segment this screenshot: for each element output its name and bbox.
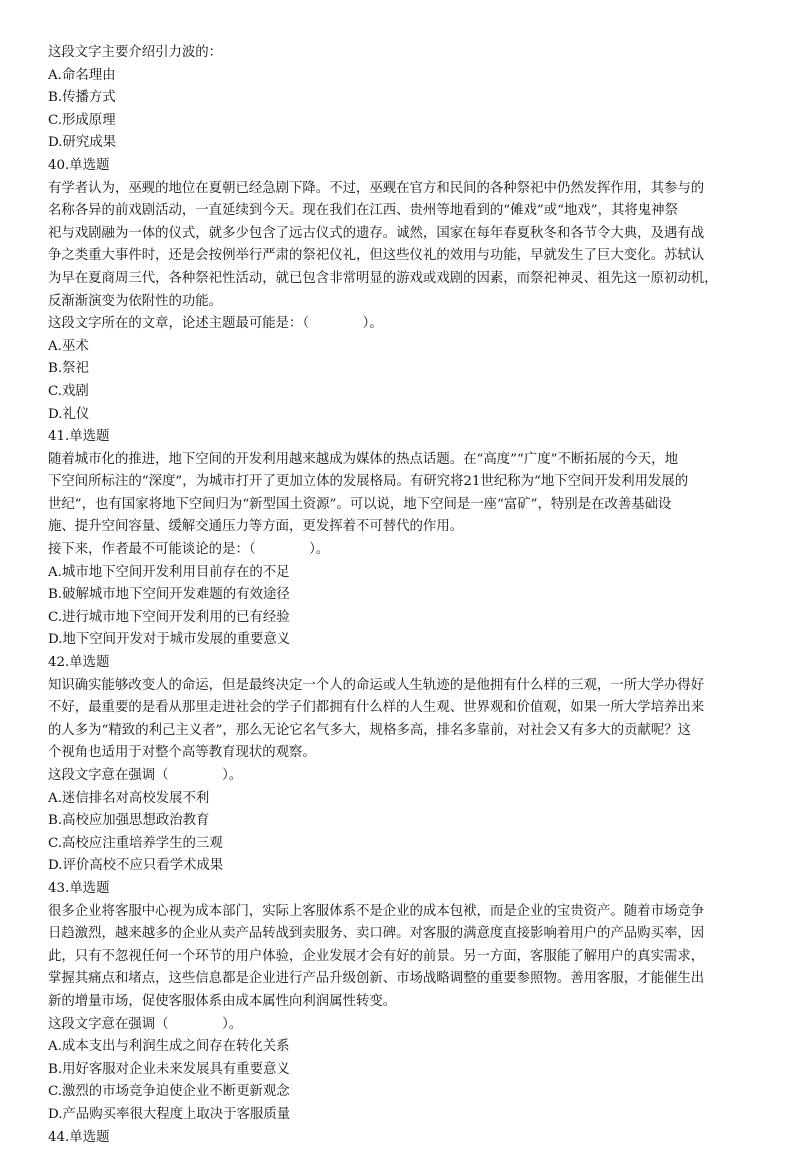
question-prompt: 这段文字意在强调（ ）。	[48, 765, 752, 788]
option-d: D.研究成果	[48, 132, 752, 155]
passage-line: 施、提升空间容量、缓解交通压力等方面，更发挥着不可替代的作用。	[48, 516, 752, 539]
question-44	[48, 1127, 752, 1149]
passage-line: 知识确实能够改变人的命运，但是最终决定一个人的命运或人生轨迹的是他拥有什么样的三观，一所大学办得好	[48, 675, 752, 698]
question-header: 40.单选题	[48, 155, 752, 178]
option-a: A.巫术	[48, 336, 752, 359]
option-b: B.高校应加强思想政治教育	[48, 810, 752, 833]
passage-line: 掌握其痛点和堵点，这些信息都是企业进行产品升级创新、市场战略调整的重要参照物。善用客服，才能催生出	[48, 968, 752, 991]
option-c: C.高校应注重培养学生的三观	[48, 833, 752, 856]
option-a: A.成本支出与利润生成之间存在转化关系	[48, 1036, 752, 1059]
passage-line: 很多企业将客服中心视为成本部门，实际上客服体系不是企业的成本包袱，而是企业的宝贵资产。随着市场竞争	[48, 901, 752, 924]
passage-line: 的人多为“精致的利己主义者”，那么无论它名气多大，规格多高，排名多靠前，对社会又有多大的贡献呢？这	[48, 720, 752, 743]
question-prompt: 接下来，作者最不可能谈论的是：（ ）。	[48, 539, 752, 562]
option-d: D.产品购买率很大程度上取决于客服质量	[48, 1104, 752, 1127]
option-b: B.祭祀	[48, 358, 752, 381]
option-c: C.形成原理	[48, 110, 752, 133]
passage-line: 不好，最重要的是看从那里走进社会的学子们都拥有什么样的人生观、世界观和价值观，如果一所大学培养出来	[48, 697, 752, 720]
passage-line: 随着城市化的推进，地下空间的开发利用越来越成为媒体的热点话题。在“高度”“广度”不断拓展的今天，地	[48, 449, 752, 472]
question-header: 41.单选题	[48, 426, 752, 449]
question-41	[48, 426, 752, 652]
question-header: 42.单选题	[48, 652, 752, 675]
option-c: C.进行城市地下空间开发利用的已有经验	[48, 607, 752, 630]
option-b: B.传播方式	[48, 87, 752, 110]
passage-line: 日趋激烈，越来越多的企业从卖产品转战到卖服务、卖口碑。对客服的满意度直接影响着用户的产品购买率，因	[48, 923, 752, 946]
passage-line: 个视角也适用于对整个高等教育现状的观察。	[48, 742, 752, 765]
passage-line: 新的增量市场，促使客服体系由成本属性向利润属性转变。	[48, 991, 752, 1014]
question-prompt: 这段文字意在强调（ ）。	[48, 1014, 752, 1037]
passage-line: 世纪”，也有国家将地下空间归为“新型国土资源”。可以说，地下空间是一座“富矿”，特别是在改善基础设	[48, 494, 752, 517]
question-header: 44.单选题	[48, 1127, 752, 1149]
intro-block	[48, 42, 752, 155]
option-a: A.迷信排名对高校发展不利	[48, 788, 752, 811]
passage-line: 祀与戏剧融为一体的仪式，就多少包含了远古仪式的遗存。诚然，国家在每年春夏秋冬和各节令大典，及遇有战	[48, 223, 752, 246]
passage-line: 争之类重大事件时，还是会按例举行严肃的祭祀仪礼，但这些仪礼的效用与功能，早就发生了巨大变化。苏轼认	[48, 245, 752, 268]
option-a: A.城市地下空间开发利用目前存在的不足	[48, 562, 752, 585]
question-43	[48, 878, 752, 1127]
option-d: D.评价高校不应只看学术成果	[48, 855, 752, 878]
option-b: B.用好客服对企业未来发展具有重要意义	[48, 1059, 752, 1082]
question-40	[48, 155, 752, 426]
question-prompt: 这段文字主要介绍引力波的：	[48, 42, 752, 65]
passage-line: 有学者认为，巫觋的地位在夏朝已经急剧下降。不过，巫觋在官方和民间的各种祭祀中仍然发挥作用，其参与的	[48, 178, 752, 201]
question-42	[48, 652, 752, 878]
passage-line: 下空间所标注的“深度”，为城市打开了更加立体的发展格局。有研究将21世纪称为“地下空间开发利用发展的	[48, 471, 752, 494]
passage-line: 反渐渐演变为依附性的功能。	[48, 291, 752, 314]
question-prompt: 这段文字所在的文章，论述主题最可能是：（ ）。	[48, 313, 752, 336]
option-b: B.破解城市地下空间开发难题的有效途径	[48, 584, 752, 607]
passage-line: 名称各异的前戏剧活动，一直延续到今天。现在我们在江西、贵州等地看到的“傩戏”或“地戏”，其将鬼神祭	[48, 200, 752, 223]
passage-line: 为早在夏商周三代，各种祭祀性活动，就已包含非常明显的游戏或戏剧的因素，而祭祀神灵、祖先这一原初动机，	[48, 268, 752, 291]
option-a: A.命名理由	[48, 65, 752, 88]
option-c: C.激烈的市场竞争迫使企业不断更新观念	[48, 1081, 752, 1104]
option-d: D.地下空间开发对于城市发展的重要意义	[48, 629, 752, 652]
passage-line: 此，只有不忽视任何一个环节的用户体验，企业发展才会有好的前景。另一方面，客服能了解用户的真实需求，	[48, 946, 752, 969]
question-header: 43.单选题	[48, 878, 752, 901]
option-d: D.礼仪	[48, 404, 752, 427]
option-c: C.戏剧	[48, 381, 752, 404]
